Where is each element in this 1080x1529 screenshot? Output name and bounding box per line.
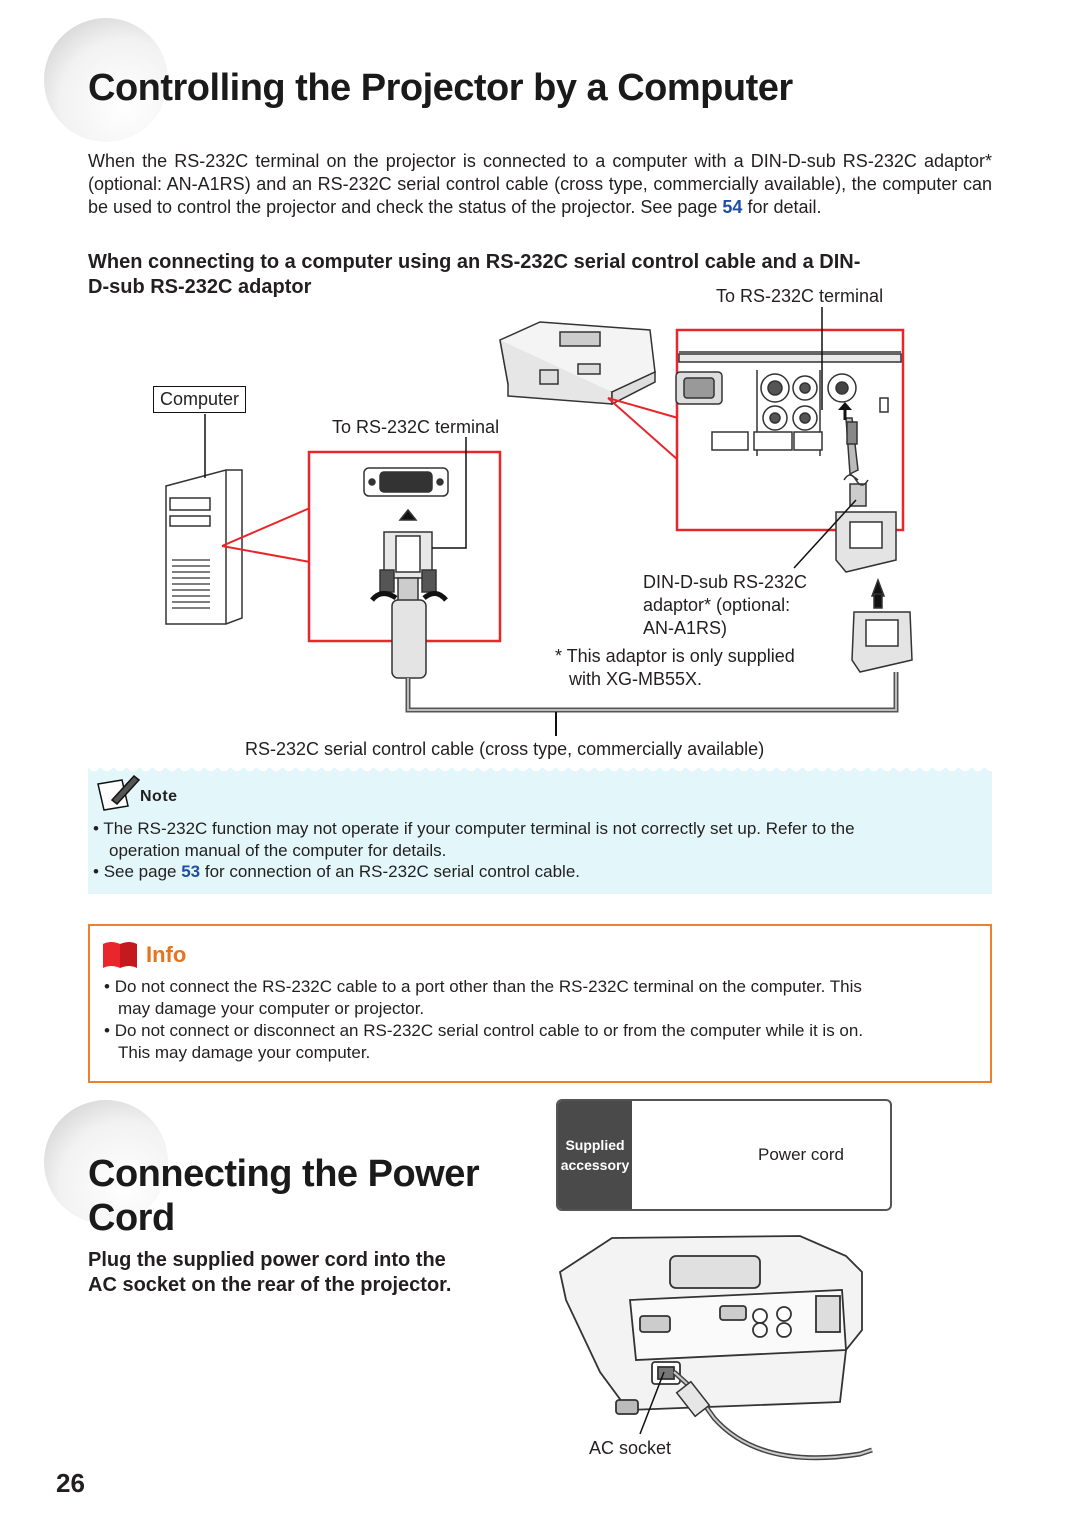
note-text: operation manual of the computer for details. <box>109 841 447 860</box>
page-link-53[interactable]: 53 <box>181 862 201 881</box>
instruction-line: AC socket on the rear of the projector. <box>88 1274 452 1296</box>
note-text: The RS-232C function may not operate if your computer terminal is not correctly set up. Refer to the <box>103 819 855 838</box>
page-title: Controlling the Projector by a Computer <box>88 67 793 109</box>
adaptor-line: DIN-D-sub RS-232C <box>643 572 808 592</box>
projector-rear-illustration <box>560 1236 862 1414</box>
projector-illustration <box>500 322 655 404</box>
label-projector-terminal: To RS-232C terminal <box>716 286 884 306</box>
cable-caption: RS-232C serial control cable (cross type, commercially available) <box>245 739 765 759</box>
label-computer-terminal: To RS-232C terminal <box>332 417 500 437</box>
info-text: Do not connect or disconnect an RS-232C serial control cable to or from the computer while it is on. <box>114 1021 864 1040</box>
page-link-54[interactable]: 54 <box>722 197 743 217</box>
adaptor-line: adaptor* (optional: <box>643 595 791 615</box>
power-instruction <box>88 1248 451 1298</box>
info-text: Do not connect the RS-232C cable to a port other than the RS-232C terminal on the computer. This <box>114 977 862 996</box>
info-bullet-2: • Do not connect or disconnect an RS-232C serial control cable to or from the computer while it is on. This may damage your computer. <box>104 1020 984 1064</box>
info-text: may damage your computer or projector. <box>118 999 425 1018</box>
instruction-line: Plug the supplied power cord into the <box>88 1249 446 1271</box>
note-text: for connection of an RS-232C serial control cable. <box>200 862 580 881</box>
section-title-power-cord <box>88 1152 479 1240</box>
subheading-line: D-sub RS-232C adaptor <box>88 276 312 298</box>
adaptor-footnote <box>555 645 795 691</box>
title-line: Connecting the Power <box>88 1153 480 1195</box>
footnote-line: with XG-MB55X. <box>569 669 703 689</box>
title-line: Cord <box>88 1197 175 1239</box>
ac-socket-label: AC socket <box>589 1438 672 1458</box>
power-cord-label: Power cord <box>758 1145 844 1164</box>
intro-text: When the RS-232C terminal on the projector is connected to a computer with a DIN-D-sub RS-232C adaptor* (optional: AN-A1RS) and an RS-232C serial control cable (cross type, commercially available), the computer can be used to control the projector and check the status of the projector. See page <box>88 151 992 217</box>
label-adaptor <box>643 571 807 640</box>
page-number: 26 <box>56 1468 85 1498</box>
info-title: Info <box>146 942 187 967</box>
supplied-line: Supplied <box>565 1137 625 1153</box>
note-text: See page <box>103 862 182 881</box>
footnote-line: * This adaptor is only supplied <box>555 646 795 666</box>
label-computer: Computer <box>153 386 246 413</box>
note-title: Note <box>140 788 178 805</box>
supplied-accessory-tab <box>558 1101 632 1209</box>
note-bullet-2: • See page 53 for connection of an RS-232C serial control cable. <box>93 862 580 881</box>
info-text: This may damage your computer. <box>118 1043 371 1062</box>
subheading-line: When connecting to a computer using an RS-232C serial control cable and a DIN- <box>88 251 861 273</box>
info-bullet-1: • Do not connect the RS-232C cable to a port other than the RS-232C terminal on the computer. This may damage your computer or projector. <box>104 976 984 1020</box>
adaptor-line: AN-A1RS) <box>643 618 728 638</box>
intro-text-end: for detail. <box>742 197 822 217</box>
note-bullet-1: • The RS-232C function may not operate if your computer terminal is not correctly set up. Refer to the operation manual of the computer for details. <box>93 818 983 862</box>
supplied-line: accessory <box>560 1157 630 1173</box>
